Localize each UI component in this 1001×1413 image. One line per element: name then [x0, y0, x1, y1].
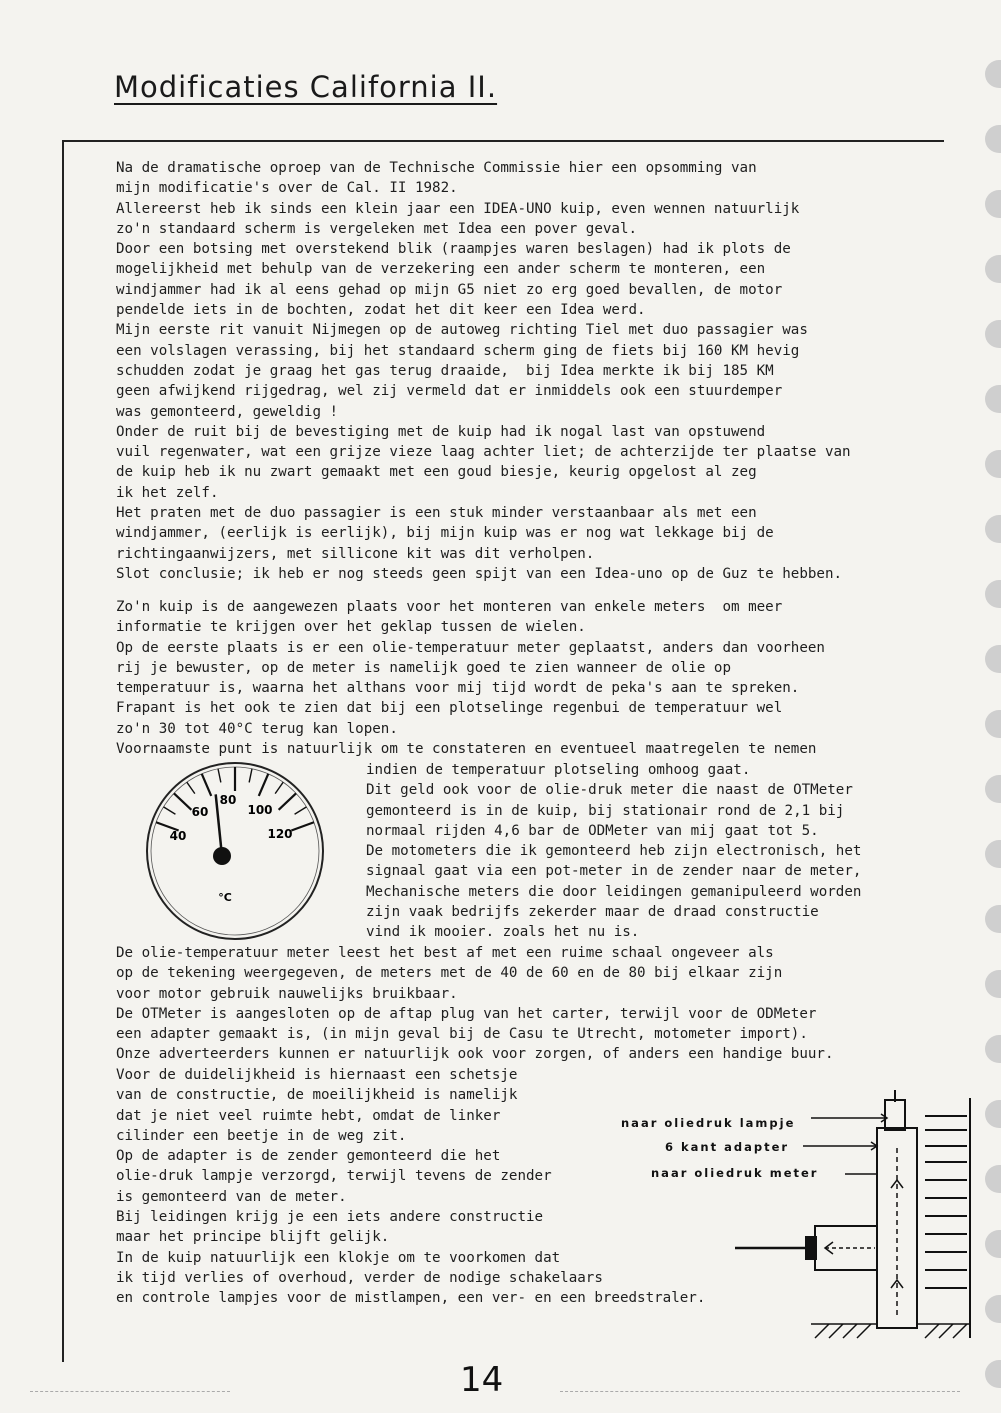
text-line: pendelde iets in de bochten, zodat het dit keer een Idea werd.: [116, 302, 646, 319]
text-block-gauge-side: [366, 760, 861, 943]
text-line: richtingaanwijzers, met sillicone kit was dit verholpen.: [116, 545, 595, 562]
binder-hole: [985, 190, 1001, 218]
gauge-tick: [202, 774, 212, 796]
text-line: Door een botsing met overstekend blik (raampjes waren beslagen) had ik plots de: [116, 241, 791, 258]
gauge-label-40: 40: [169, 829, 187, 843]
gauge-label-120: 120: [267, 827, 293, 841]
gauge-label-100: 100: [247, 803, 273, 817]
binder-hole: [985, 775, 1001, 803]
text-line: Mijn eerste rit vanuit Nijmegen op de autoweg richting Tiel met duo passagier was: [116, 322, 808, 339]
text-block-meters: [116, 597, 825, 759]
gauge-tick: [164, 807, 176, 814]
binder-hole: [985, 515, 1001, 543]
text-line: De OTMeter is aangesloten op de aftap plug van het carter, terwijl voor de ODMeter: [116, 1005, 817, 1022]
text-line: van de constructie, de moeilijkheid is namelijk: [116, 1087, 518, 1104]
text-block-after-gauge: [116, 943, 834, 1065]
text-line: Zo'n kuip is de aangewezen plaats voor het monteren van enkele meters om meer: [116, 599, 783, 615]
text-line: De motometers die ik gemonteerd heb zijn electronisch, het: [366, 843, 862, 860]
binder-hole: [985, 580, 1001, 608]
gauge-hub: [213, 847, 231, 865]
binder-hole: [985, 840, 1001, 868]
text-line: rij je bewuster, op de meter is namelijk goed te zien wanneer de olie op: [116, 659, 731, 676]
text-line: indien de temperatuur plotseling omhoog gaat.: [366, 762, 751, 778]
text-line: In de kuip natuurlijk een klokje om te voorkomen dat: [116, 1249, 561, 1266]
adapter-construction-diagram: [615, 1088, 995, 1348]
text-line: signaal gaat via een pot-meter in de zender naar de meter,: [366, 863, 862, 880]
text-line: Slot conclusie; ik heb er nog steeds geen spijt van een Idea-uno op de Guz te hebben.: [116, 565, 843, 582]
text-line: Op de eerste plaats is er een olie-temperatuur meter geplaatst, anders dan voorheen: [116, 639, 825, 656]
binder-hole: [985, 385, 1001, 413]
binder-hole: [985, 645, 1001, 673]
text-line: zo'n 30 tot 40°C terug kan lopen.: [116, 720, 398, 737]
left-rule: [62, 140, 64, 1362]
base-hatching: [811, 1324, 970, 1338]
text-line: een adapter gemaakt is, (in mijn geval bij de Casu te Utrecht, motometer import).: [116, 1026, 808, 1043]
text-line: De olie-temperatuur meter leest het best af met een ruime schaal ongeveer als: [116, 945, 774, 961]
gauge-tick: [275, 782, 283, 793]
text-line: Voor de duidelijkheid is hiernaast een schetsje: [116, 1067, 518, 1083]
text-line: Allereerst heb ik sinds een klein jaar een IDEA-UNO kuip, even wennen natuurlijk: [116, 200, 800, 217]
footer-rule-left: [30, 1391, 230, 1392]
binder-hole: [985, 1360, 1001, 1388]
text-line: zijn vaak bedrijfs zekerder maar de draad constructie: [366, 904, 819, 921]
text-line: Mechanische meters die door leidingen gemanipuleerd worden: [366, 883, 862, 900]
text-line: zo'n standaard scherm is vergeleken met Idea een pover geval.: [116, 220, 638, 237]
text-line: op de tekening weergegeven, de meters met de 40 de 60 en de 80 bij elkaar zijn: [116, 965, 783, 982]
binder-hole: [985, 710, 1001, 738]
label-hex-adapter: 6 kant adapter: [665, 1140, 790, 1154]
gauge-unit: °C: [218, 891, 232, 904]
text-line: de kuip heb ik nu zwart gemaakt met een goud biesje, keurig opgelost al zeg: [116, 464, 757, 481]
gauge-tick: [295, 807, 307, 814]
binder-hole: [985, 320, 1001, 348]
page-number: 14: [460, 1360, 504, 1400]
text-line: windjammer, (eerlijk is eerlijk), bij mijn kuip was er nog wat lekkage bij de: [116, 525, 774, 542]
top-rule: [62, 140, 944, 142]
text-line: Voornaamste punt is natuurlijk om te constateren en eventueel maatregelen te nemen: [116, 741, 817, 758]
text-line: een volslagen verassing, bij het standaard scherm ging de fiets bij 160 KM hevig: [116, 342, 800, 359]
text-line: ik tijd verlies of overhoud, verder de nodige schakelaars: [116, 1269, 603, 1286]
text-line: normaal rijden 4,6 bar de ODMeter van mij gaat tot 5.: [366, 822, 819, 839]
text-line: voor motor gebruik nauwelijks bruikbaar.: [116, 985, 458, 1002]
text-line: mogelijkheid met behulp van de verzekering een ander scherm te monteren, een: [116, 261, 766, 278]
binder-hole: [985, 125, 1001, 153]
binder-hole: [985, 970, 1001, 998]
text-line: Bij leidingen krijg je een iets andere constructie: [116, 1209, 544, 1226]
text-line: Onze adverteerders kunnen er natuurlijk ook voor zorgen, of anders een handige buur.: [116, 1046, 834, 1063]
text-line: geen afwijkend rijgedrag, wel zij vermeld dat er inmiddels ook een stuurdemper: [116, 383, 783, 400]
text-line: dat je niet veel ruimte hebt, omdat de linker: [116, 1107, 501, 1124]
text-line: windjammer had ik al eens gehad op mijn G5 niet zo erg goed bevallen, de motor: [116, 281, 783, 298]
binder-hole: [985, 905, 1001, 933]
gauge-label-60: 60: [191, 805, 209, 819]
page-title: Modificaties California II.: [114, 70, 498, 104]
text-line: is gemonteerd van de meter.: [116, 1188, 347, 1205]
footer-rule-right: [560, 1391, 960, 1392]
text-line: gemonteerd is in de kuip, bij stationair rond de 2,1 bij: [366, 802, 845, 819]
sender-cap: [805, 1236, 817, 1260]
binder-hole: [985, 450, 1001, 478]
text-line: en controle lampjes voor de mistlampen, een ver- en een breedstraler.: [116, 1290, 706, 1307]
gauge-tick: [249, 769, 252, 783]
text-line: Na de dramatische oproep van de Technische Commissie hier een opsomming van: [116, 160, 757, 176]
cooling-fins: [925, 1116, 967, 1288]
text-line: Op de adapter is de zender gemonteerd die het: [116, 1148, 501, 1165]
label-oil-pressure-lamp: naar oliedruk lampje: [621, 1116, 796, 1130]
gauge-tick: [259, 774, 269, 796]
top-sender: [885, 1100, 905, 1130]
text-line: Dit geld ook voor de olie-druk meter die naast de OTMeter: [366, 782, 853, 799]
text-line: vuil regenwater, wat een grijze vieze laag achter liet; de achterzijde ter plaatse van: [116, 444, 851, 461]
text-line: Het praten met de duo passagier is een stuk minder verstaanbaar als met een: [116, 505, 757, 522]
text-line: was gemonteerd, geweldig !: [116, 403, 339, 420]
text-line: temperatuur is, waarna het althans voor mij tijd wordt de peka's aan te spreken.: [116, 680, 800, 697]
gauge-tick: [279, 793, 296, 809]
gauge-tick: [291, 822, 314, 830]
gauge-tick: [187, 782, 195, 793]
binder-hole: [985, 1035, 1001, 1063]
text-line: mijn modificatie's over de Cal. II 1982.: [116, 180, 458, 197]
gauge-tick: [174, 793, 191, 809]
text-line: cilinder een beetje in de weg zit.: [116, 1127, 407, 1144]
oil-temperature-gauge-illustration: [140, 756, 330, 946]
text-line: Frapant is het ook te zien dat bij een plotselinge regenbui de temperatuur wel: [116, 700, 783, 717]
text-line: vind ik mooier. zoals het nu is.: [366, 924, 640, 941]
text-line: informatie te krijgen over het geklap tussen de wielen.: [116, 619, 586, 636]
binder-hole: [985, 60, 1001, 88]
text-line: maar het principe blijft gelijk.: [116, 1229, 390, 1246]
text-line: schudden zodat je graag het gas terug draaide, bij Idea merkte ik bij 185 KM: [116, 362, 774, 379]
binder-hole: [985, 255, 1001, 283]
text-line: olie-druk lampje verzorgd, terwijl tevens de zender: [116, 1168, 552, 1185]
gauge-label-80: 80: [219, 793, 237, 807]
gauge-tick: [218, 769, 221, 783]
text-line: Onder de ruit bij de bevestiging met de kuip had ik nogal last van opstuwend: [116, 423, 766, 440]
label-oil-pressure-meter: naar oliedruk meter: [651, 1166, 819, 1180]
text-block-intro: [116, 158, 851, 584]
text-line: ik het zelf.: [116, 484, 219, 501]
leader-lines: [803, 1114, 887, 1174]
